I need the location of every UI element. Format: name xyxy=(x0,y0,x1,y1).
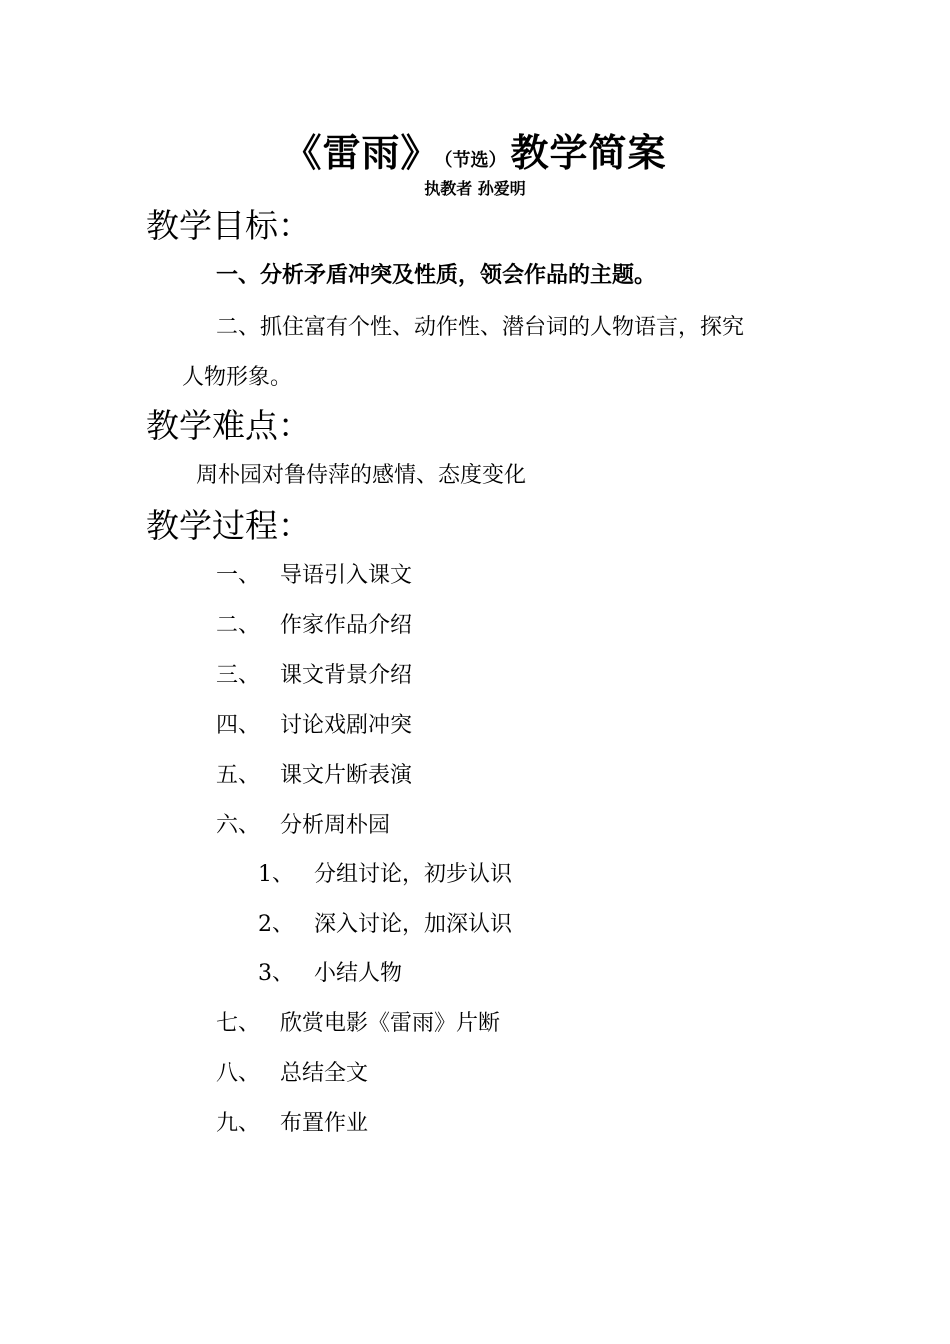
goal-item-2-line-1: 二、抓住富有个性、动作性、潜台词的人物语言，探究 xyxy=(216,315,745,340)
substep-text: 深入讨论，加深认识 xyxy=(314,912,513,937)
step-number: 二、 xyxy=(216,613,261,638)
process-substep xyxy=(258,956,402,987)
step-number: 九、 xyxy=(216,1111,261,1136)
process-step xyxy=(216,558,412,589)
process-step xyxy=(216,1056,368,1087)
step-text: 导语引入课文 xyxy=(280,563,413,588)
step-number: 六、 xyxy=(216,813,261,838)
step-number: 四、 xyxy=(216,713,261,738)
step-number: 五、 xyxy=(216,763,261,788)
step-text: 课文背景介绍 xyxy=(280,663,413,688)
title-subtitle: （节选） xyxy=(443,150,507,171)
process-substep xyxy=(258,907,512,938)
step-text: 课文片断表演 xyxy=(280,763,413,788)
substep-text: 分组讨论，初步认识 xyxy=(314,862,513,887)
step-text: 欣赏电影《雷雨》片断 xyxy=(280,1011,501,1036)
process-step xyxy=(216,608,412,639)
substep-number: 1、 xyxy=(258,862,294,887)
process-step xyxy=(216,758,412,789)
substep-number: 3、 xyxy=(258,961,294,986)
goal-item-2-line-2: 人物形象。 xyxy=(182,365,293,390)
step-text: 分析周朴园 xyxy=(280,813,391,838)
step-text: 讨论戏剧冲突 xyxy=(280,713,413,738)
author-line: 执教者 孙爱明 xyxy=(424,179,526,198)
difficulty-text: 周朴园对鲁侍萍的感情、态度变化 xyxy=(196,463,527,488)
process-substep xyxy=(258,857,512,888)
step-number: 三、 xyxy=(216,663,261,688)
step-number: 七、 xyxy=(216,1011,261,1036)
process-heading: 教学过程： xyxy=(146,506,311,545)
title-main-right: 教学简案 xyxy=(510,130,667,175)
process-step xyxy=(216,808,390,839)
process-step xyxy=(216,658,412,689)
step-text: 布置作业 xyxy=(280,1111,369,1136)
step-number: 八、 xyxy=(216,1061,261,1086)
substep-number: 2、 xyxy=(258,912,294,937)
step-text: 总结全文 xyxy=(280,1061,369,1086)
process-step xyxy=(216,1006,500,1037)
goals-heading: 教学目标： xyxy=(146,206,311,245)
document-title xyxy=(0,122,950,177)
title-main-left: 《雷雨》 xyxy=(283,130,440,175)
process-step xyxy=(216,1106,368,1137)
process-step xyxy=(216,708,412,739)
goal-item-1: 一、分析矛盾冲突及性质，领会作品的主题。 xyxy=(216,262,657,288)
step-number: 一、 xyxy=(216,563,261,588)
substep-text: 小结人物 xyxy=(314,961,403,986)
step-text: 作家作品介绍 xyxy=(280,613,413,638)
difficulty-heading: 教学难点： xyxy=(146,406,311,445)
